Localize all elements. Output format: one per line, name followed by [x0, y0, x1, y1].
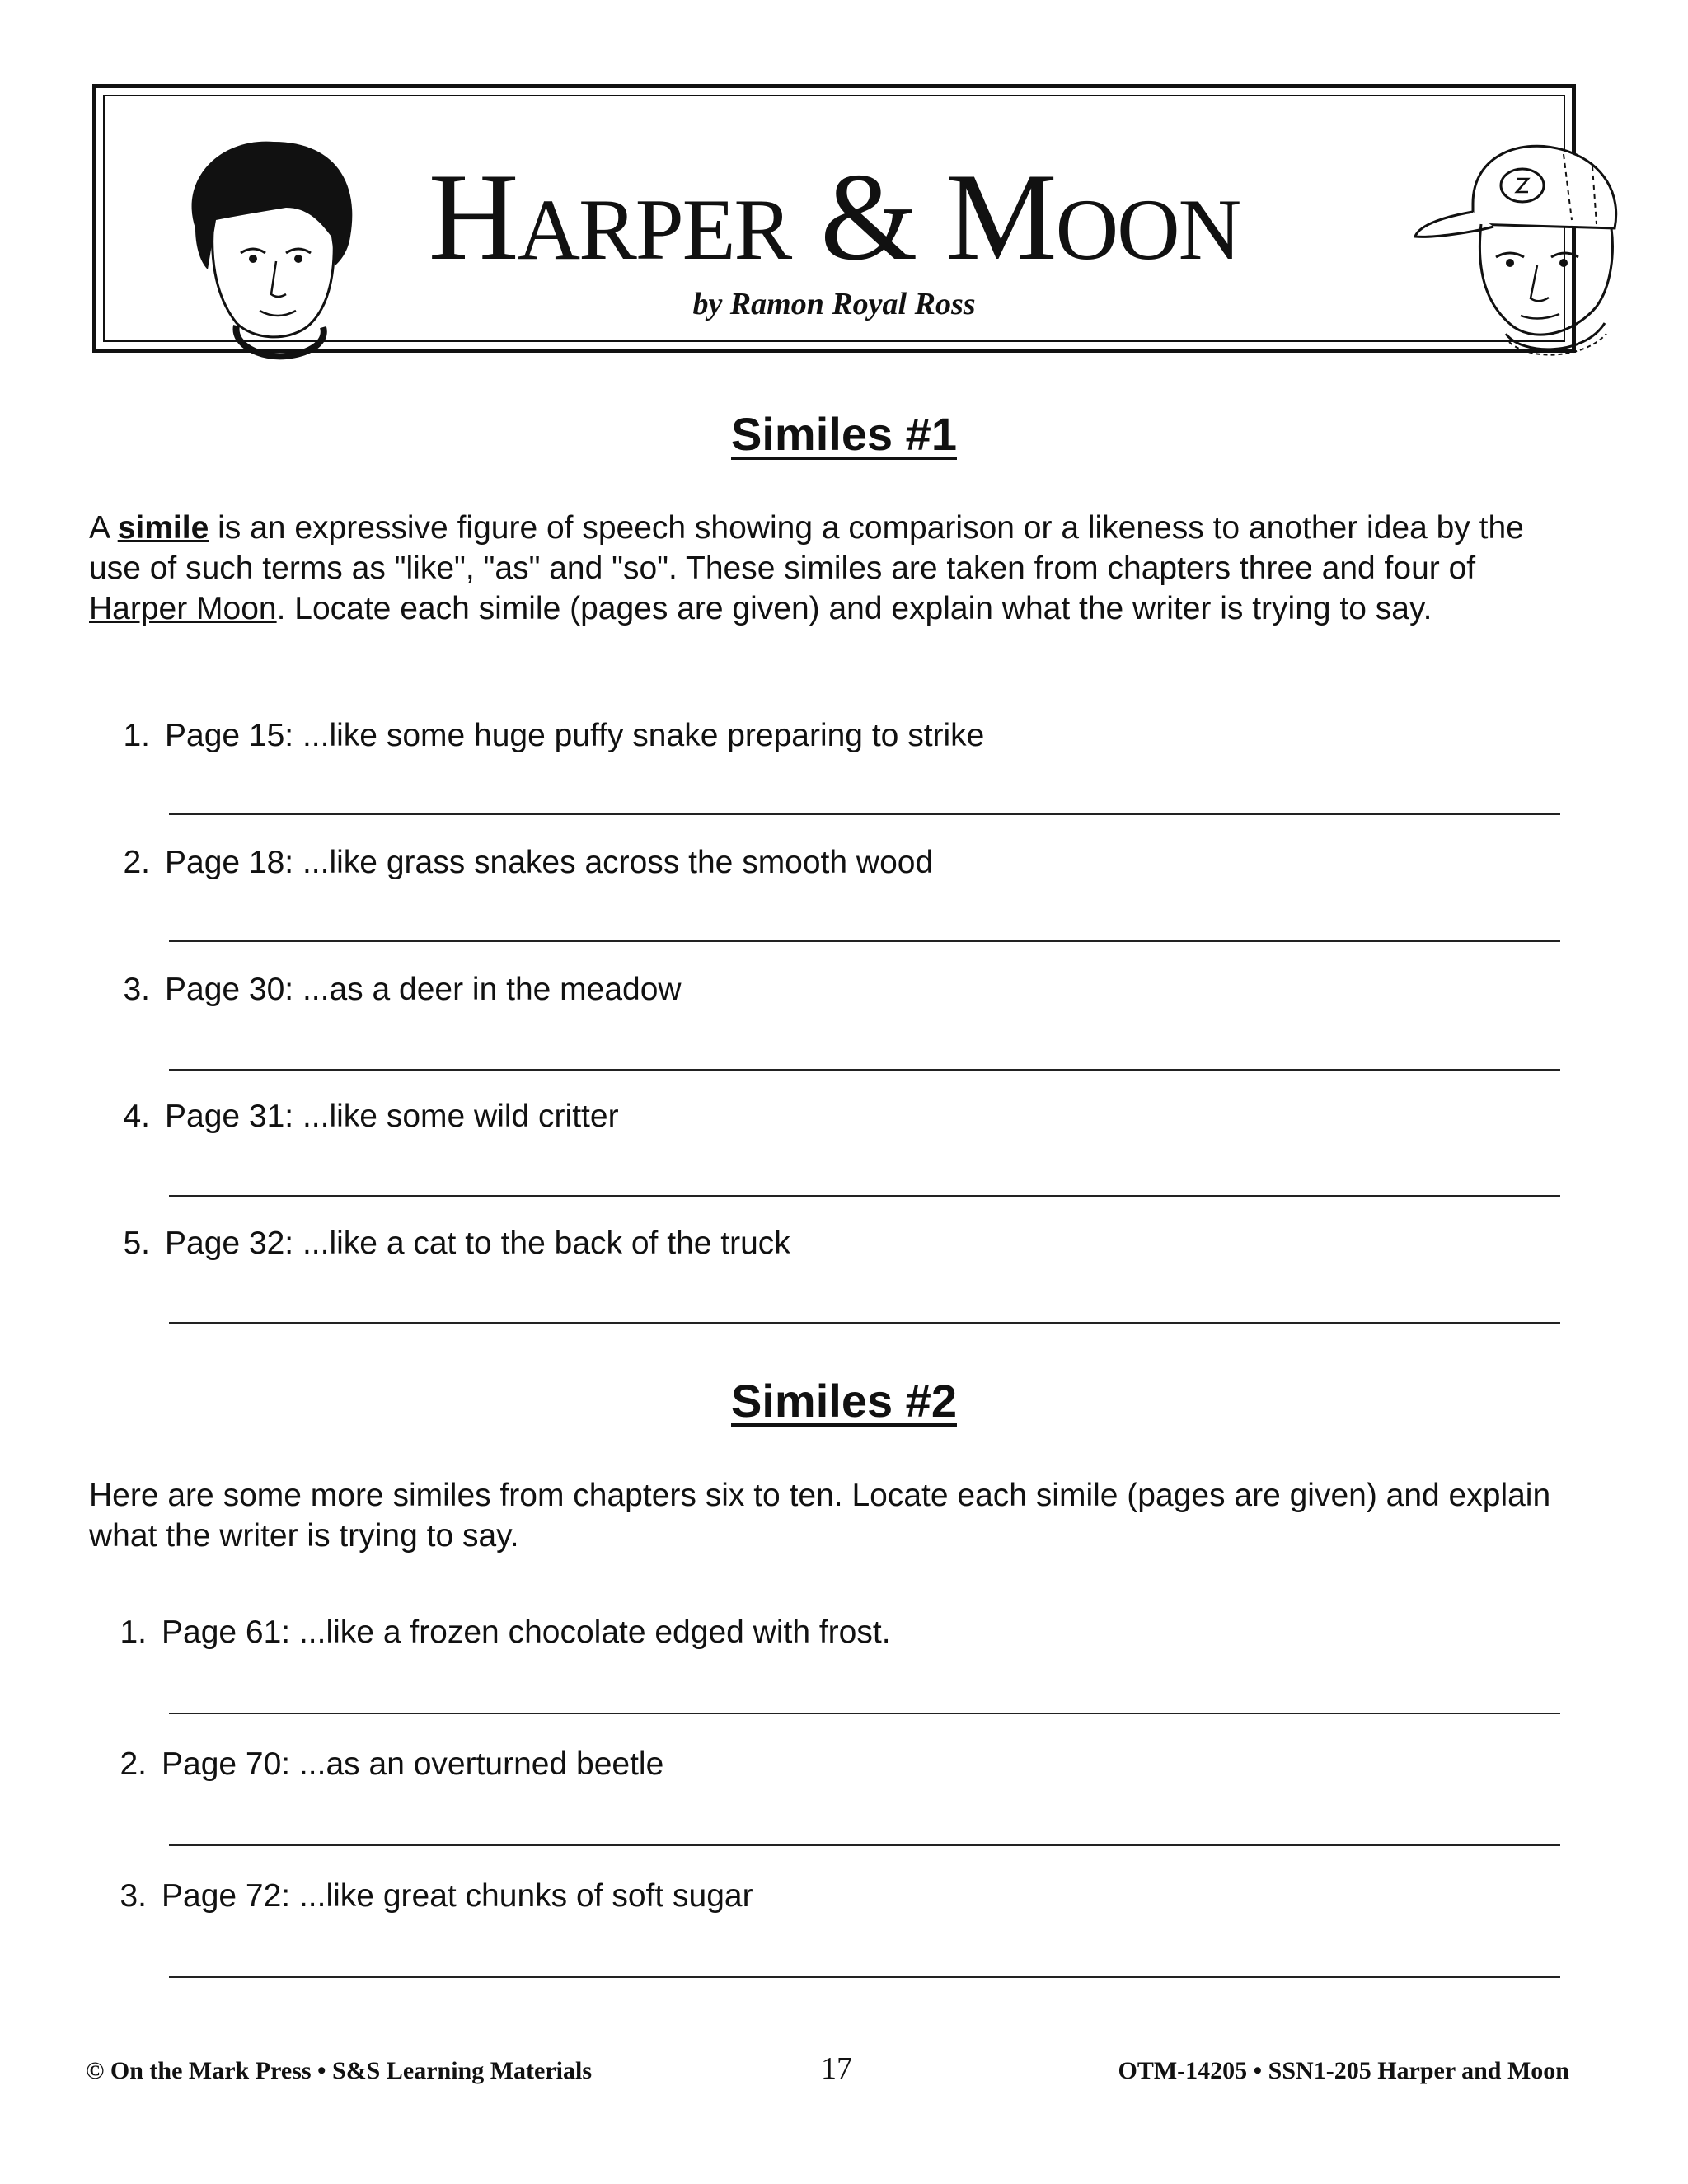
- title-banner: [92, 84, 1576, 353]
- item-number: 3.: [120, 1878, 147, 1914]
- simile-term: simile: [117, 510, 209, 546]
- item-number: 3.: [123, 972, 150, 1007]
- intro-mid-text: is an expressive figure of speech showing a comparison or a likeness to another idea by the use of such terms as "like", "as" and "so". These similes are taken from chapters three and four of: [89, 510, 1524, 586]
- simile-item: [97, 717, 984, 755]
- page-number: 17: [821, 2051, 852, 2086]
- simile-item: [97, 971, 682, 1009]
- section-1-instructions: [89, 508, 1581, 629]
- item-number: 2.: [123, 845, 150, 880]
- item-number: 1.: [123, 718, 150, 753]
- item-text: Page 15: ...like some huge puffy snake preparing to strike: [165, 718, 985, 753]
- footer-publisher: © On the Mark Press • S&S Learning Materials: [86, 2057, 592, 2084]
- item-number: 5.: [123, 1226, 150, 1261]
- footer-product-code: OTM-14205 • SSN1-205 Harper and Moon: [1118, 2057, 1569, 2084]
- answer-line[interactable]: [169, 940, 1560, 942]
- answer-line[interactable]: [169, 1976, 1560, 1978]
- item-text: Page 18: ...like grass snakes across the smooth wood: [165, 845, 934, 880]
- simile-item: [94, 1614, 891, 1652]
- simile-item: [97, 1225, 790, 1263]
- item-text: Page 31: ...like some wild critter: [165, 1099, 619, 1134]
- section-2-instructions: Here are some more similes from chapters six to ten. Locate each simile (pages are given) and explain what the writer is trying to say.: [89, 1478, 1551, 1554]
- answer-line[interactable]: [169, 1069, 1560, 1071]
- item-text: Page 61: ...like a frozen chocolate edged with frost.: [162, 1615, 891, 1650]
- item-number: 2.: [120, 1746, 147, 1782]
- simile-item: [94, 1746, 663, 1783]
- answer-line[interactable]: [169, 1844, 1560, 1846]
- intro-post-text: . Locate each simile (pages are given) and explain what the writer is trying to say.: [276, 591, 1432, 626]
- item-number: 1.: [120, 1615, 147, 1650]
- moon-portrait-illustration: [1399, 121, 1638, 360]
- item-text: Page 72: ...like great chunks of soft sugar: [162, 1878, 753, 1914]
- section-heading-similes-1: Similes #1: [731, 408, 957, 460]
- book-title: Harper & Moon: [428, 148, 1240, 286]
- book-author: by Ramon Royal Ross: [692, 287, 976, 321]
- simile-item: [94, 1877, 753, 1915]
- book-reference: Harper Moon: [89, 591, 277, 626]
- item-text: Page 30: ...as a deer in the meadow: [165, 972, 682, 1007]
- answer-line[interactable]: [169, 1713, 1560, 1714]
- intro-pre-text: A: [89, 510, 118, 546]
- section-heading-similes-2: Similes #2: [731, 1375, 957, 1427]
- answer-line[interactable]: [169, 1322, 1560, 1324]
- item-number: 4.: [123, 1099, 150, 1134]
- item-text: Page 32: ...like a cat to the back of the truck: [165, 1226, 790, 1261]
- answer-line[interactable]: [169, 813, 1560, 815]
- simile-item: [97, 1098, 619, 1136]
- simile-item: [97, 844, 933, 882]
- answer-line[interactable]: [169, 1195, 1560, 1197]
- item-text: Page 70: ...as an overturned beetle: [162, 1746, 664, 1782]
